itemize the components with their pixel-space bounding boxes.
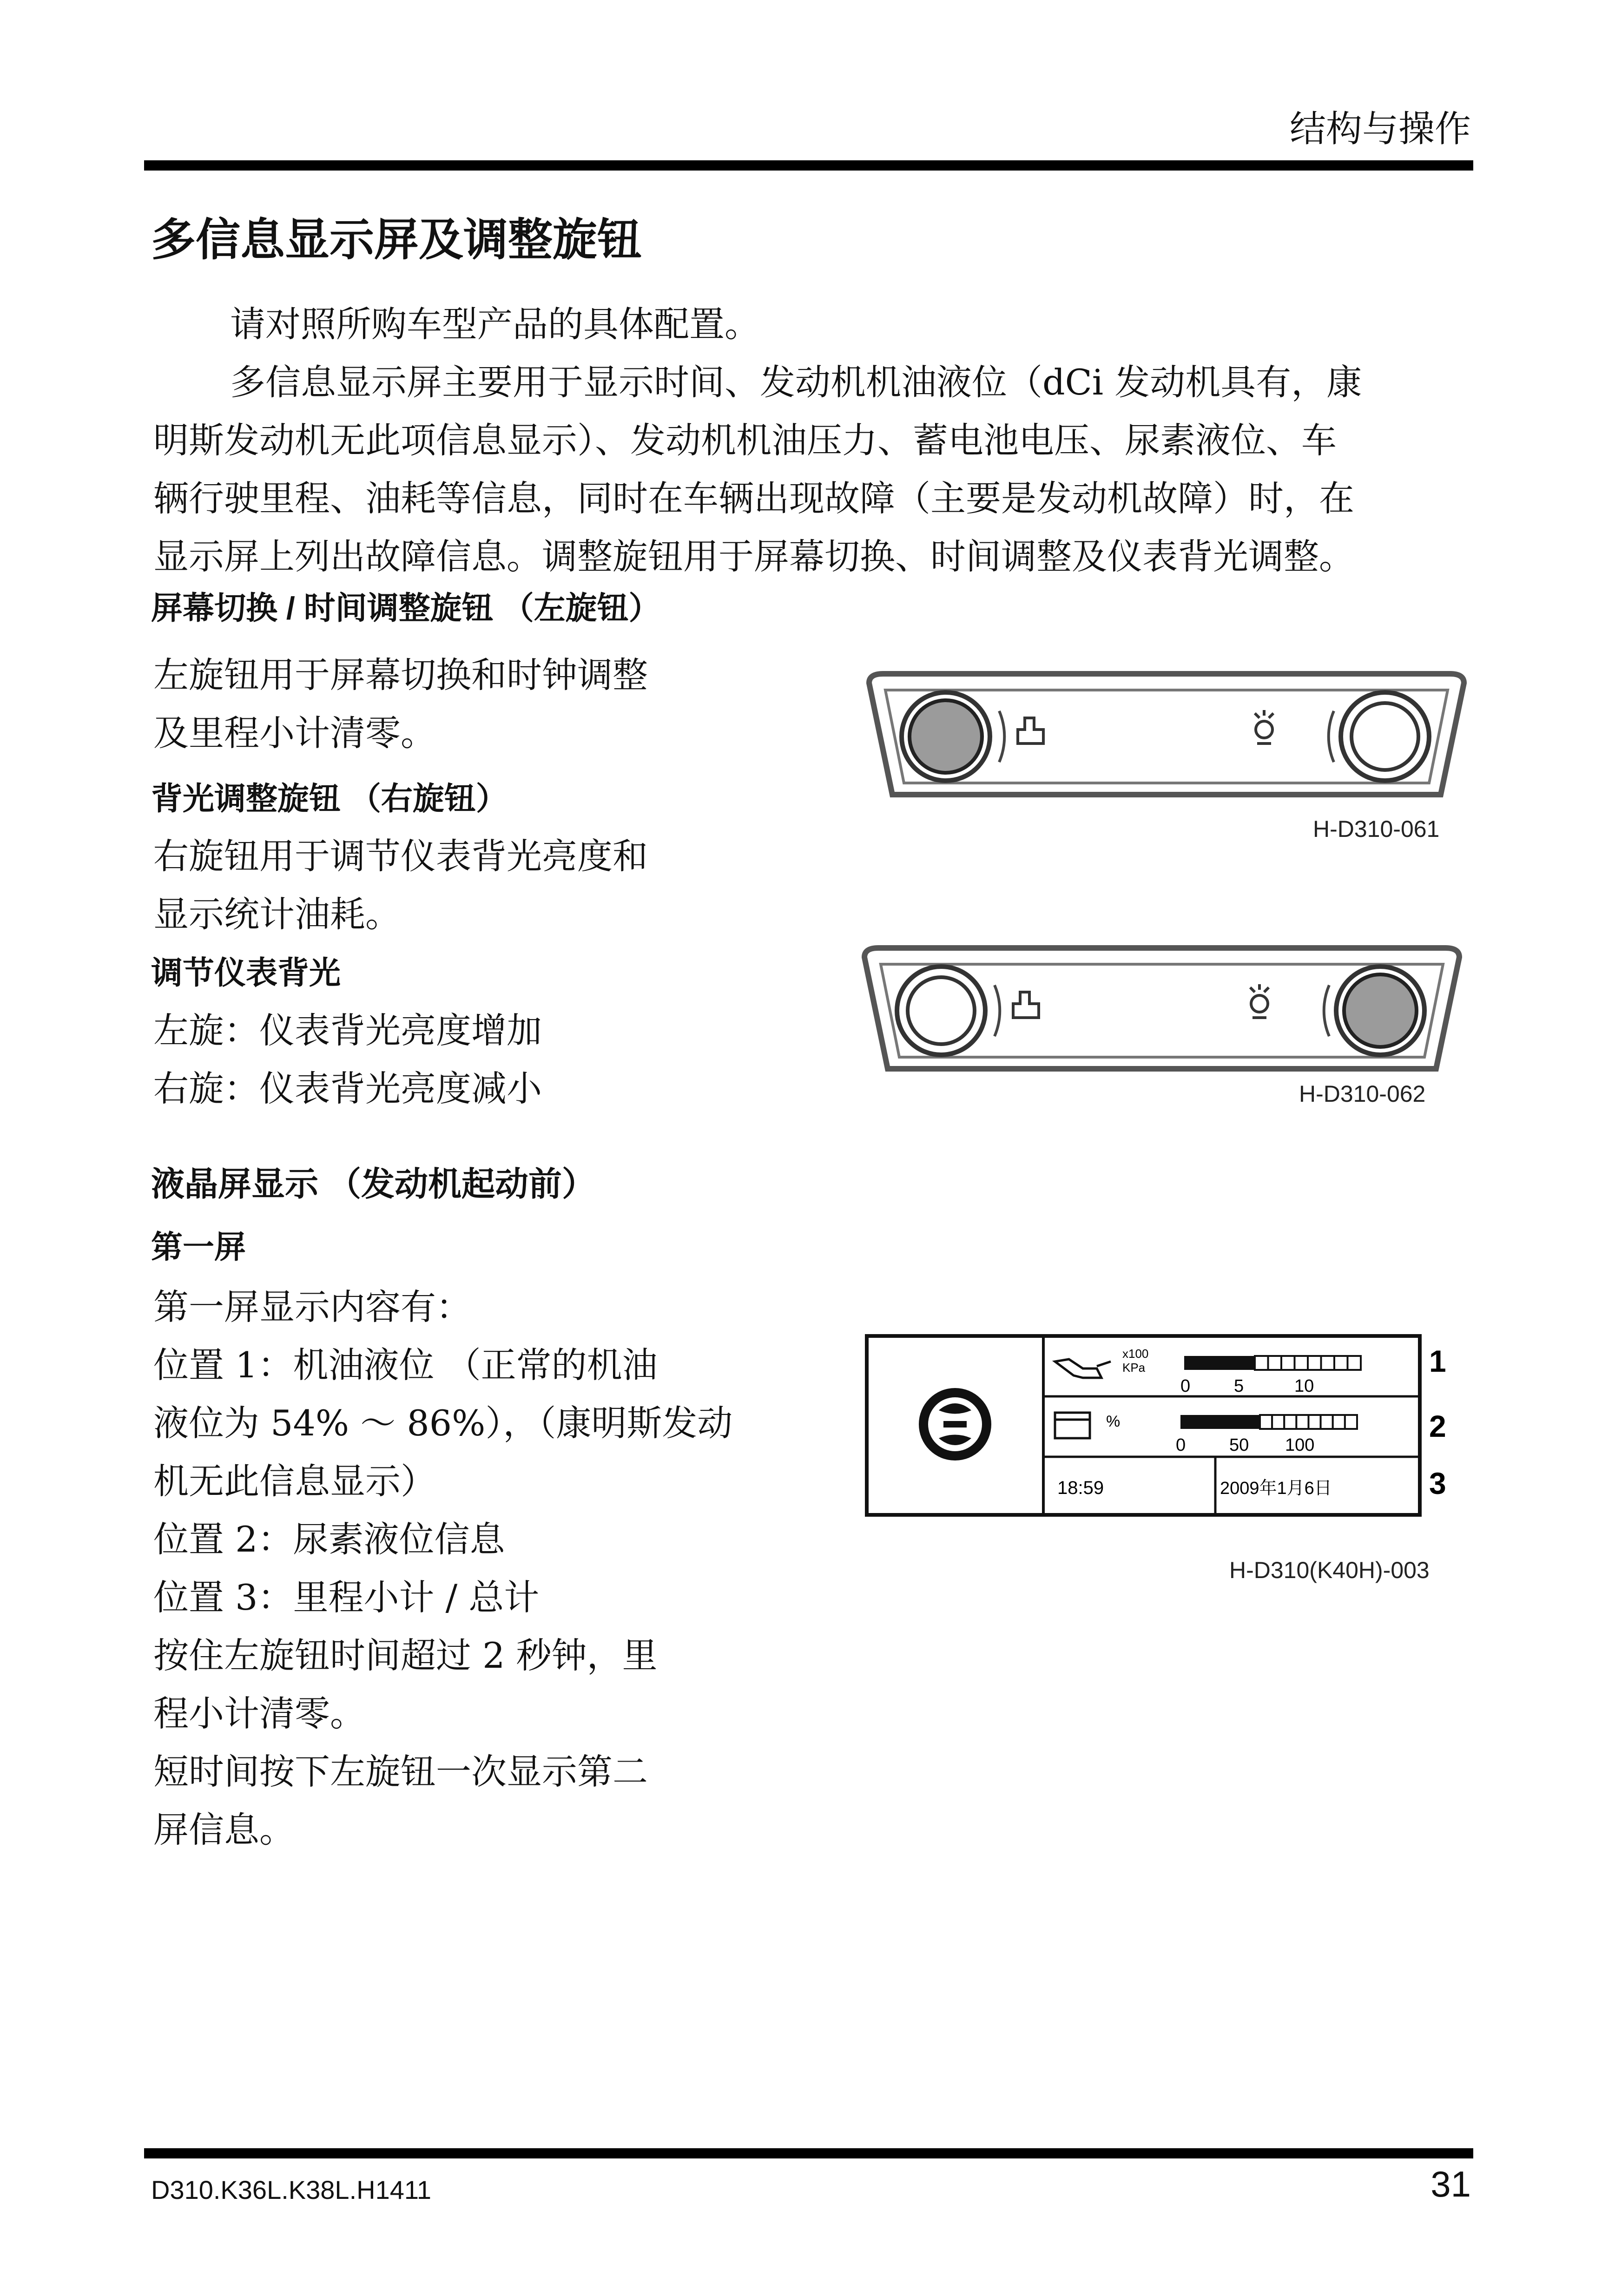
backlight-line1: 左旋：仪表背光亮度增加: [153, 1010, 542, 1051]
left-knob-line2: 及里程小计清零。: [153, 712, 436, 754]
position-2-label: 2: [1429, 1409, 1446, 1443]
oil-bar-segment: [1255, 1356, 1268, 1370]
backlight-description: [153, 1001, 799, 1118]
intro-paragraph-2: [153, 353, 1473, 586]
footer-rule: [144, 2148, 1473, 2158]
lcd-date: 2009年1月6日: [1220, 1479, 1332, 1498]
oil-level-bar: [1184, 1356, 1361, 1370]
first-screen-line7: 按住左旋钮时间超过 2 秒钟，里: [153, 1635, 658, 1676]
urea-tick-50: 50: [1229, 1435, 1249, 1455]
page-title: 多信息显示屏及调整旋钮: [151, 215, 642, 265]
first-screen-line10: 屏信息。: [153, 1809, 295, 1850]
first-screen-line5: 位置 2：尿素液位信息: [153, 1519, 505, 1560]
intro-p2-line2: 明斯发动机无此项信息显示）、发动机机油压力、蓄电池电压、尿素液位、车: [153, 420, 1337, 461]
lcd-first-screen-figure: [864, 1334, 1469, 1520]
right-knob-line1: 右旋钮用于调节仪表背光亮度和: [153, 836, 648, 877]
first-screen-line3: 液位为 54% ～ 86%），（康明斯发动: [153, 1402, 733, 1444]
first-screen-description: [153, 1278, 799, 1859]
urea-tick-0: 0: [1176, 1435, 1186, 1455]
left-knob-inner-2: [908, 977, 975, 1044]
figure-2-caption: H-D310-062: [1299, 1081, 1426, 1107]
urea-bar-segment: [1345, 1415, 1357, 1429]
oil-bar-segment: [1321, 1356, 1335, 1370]
oil-bar-segment: [1334, 1356, 1348, 1370]
first-screen-line4: 机无此信息显示）: [153, 1460, 436, 1502]
oil-tick-0: 0: [1180, 1376, 1191, 1396]
first-screen-line9: 短时间按下左旋钮一次显示第二: [153, 1751, 648, 1792]
intro-p2-line3: 辆行驶里程、油耗等信息，同时在车辆出现故障（主要是发动机故障）时，在: [153, 478, 1354, 519]
screen-switch-icon-2: [1013, 992, 1039, 1018]
intro-p2-line1: 多信息显示屏主要用于显示时间、发动机机油液位（dCi 发动机具有，康: [230, 362, 1362, 403]
header-section-title: 结构与操作: [1289, 108, 1471, 149]
urea-bar-segment: [1321, 1415, 1333, 1429]
backlight-icon-2: [1250, 984, 1269, 1018]
urea-bar-segment: [1309, 1415, 1321, 1429]
oil-tick-10: 10: [1294, 1376, 1314, 1396]
lcd-section-heading: 液晶屏显示 （发动机起动前）: [151, 1166, 596, 1203]
first-screen-line8: 程小计清零。: [153, 1693, 365, 1734]
first-screen-line1: 第一屏显示内容有：: [153, 1286, 471, 1328]
urea-bar-fill: [1180, 1415, 1260, 1429]
screen-switch-icon: [1018, 718, 1043, 743]
urea-bar-segment: [1284, 1415, 1296, 1429]
intro-p2-line4: 显示屏上列出故障信息。调整旋钮用于屏幕切换、时间调整及仪表背光调整。: [153, 536, 1354, 577]
oil-bar-segment: [1308, 1356, 1321, 1370]
urea-tick-100: 100: [1285, 1435, 1315, 1455]
oil-bar-segment: [1281, 1356, 1295, 1370]
right-knob-description: [153, 827, 799, 943]
figure-3-caption: H-D310(K40H)-003: [1229, 1557, 1430, 1583]
figure-1-caption: H-D310-061: [1313, 816, 1440, 842]
right-knob-heading: 背光调整旋钮 （右旋钮）: [151, 781, 508, 816]
right-knob-highlight: [1344, 974, 1417, 1047]
brand-logo: [919, 1388, 991, 1460]
position-1-label: 1: [1429, 1344, 1446, 1378]
oil-bar-fill: [1184, 1356, 1255, 1370]
urea-bar-segment: [1260, 1415, 1272, 1429]
lcd-time: 18:59: [1057, 1478, 1104, 1498]
footer-page-number: 31: [1430, 2164, 1471, 2204]
knob-panel-figure-right: [860, 943, 1464, 1083]
intro-paragraph-1: [153, 295, 1473, 353]
backlight-heading: 调节仪表背光: [151, 955, 341, 991]
oil-bar-segment: [1295, 1356, 1308, 1370]
first-screen-line2: 位置 1：机油液位 （正常的机油: [153, 1344, 658, 1386]
left-knob-line1: 左旋钮用于屏幕切换和时钟调整: [153, 654, 648, 696]
urea-bar-segment: [1296, 1415, 1308, 1429]
left-knob-description: [153, 646, 799, 762]
header-rule: [144, 160, 1473, 171]
position-3-label: 3: [1429, 1466, 1446, 1500]
right-knob-line2: 显示统计油耗。: [153, 894, 401, 935]
left-knob-heading: 屏幕切换 / 时间调整旋钮 （左旋钮）: [151, 591, 660, 626]
oil-bar-segment: [1268, 1356, 1282, 1370]
left-knob-highlight: [910, 700, 982, 773]
footer-doc-code: D310.K36L.K38L.H1411: [151, 2175, 431, 2204]
first-screen-heading: 第一屏: [151, 1230, 246, 1265]
urea-level-bar: [1180, 1415, 1357, 1429]
urea-unit: %: [1106, 1413, 1121, 1430]
oil-unit-bottom: KPa: [1122, 1361, 1146, 1375]
oil-unit-top: x100: [1122, 1347, 1149, 1361]
backlight-line2: 右旋：仪表背光亮度减小: [153, 1068, 542, 1109]
first-screen-line6: 位置 3：里程小计 / 总计: [153, 1577, 540, 1618]
oil-bar-segment: [1348, 1356, 1361, 1370]
urea-bar-segment: [1333, 1415, 1345, 1429]
right-knob-inner: [1351, 703, 1418, 770]
intro-p1-text: 请对照所购车型产品的具体配置。: [230, 303, 760, 345]
oil-tick-5: 5: [1234, 1376, 1244, 1396]
urea-bar-segment: [1272, 1415, 1284, 1429]
knob-panel-figure-left: [864, 669, 1469, 809]
backlight-icon: [1255, 710, 1273, 743]
